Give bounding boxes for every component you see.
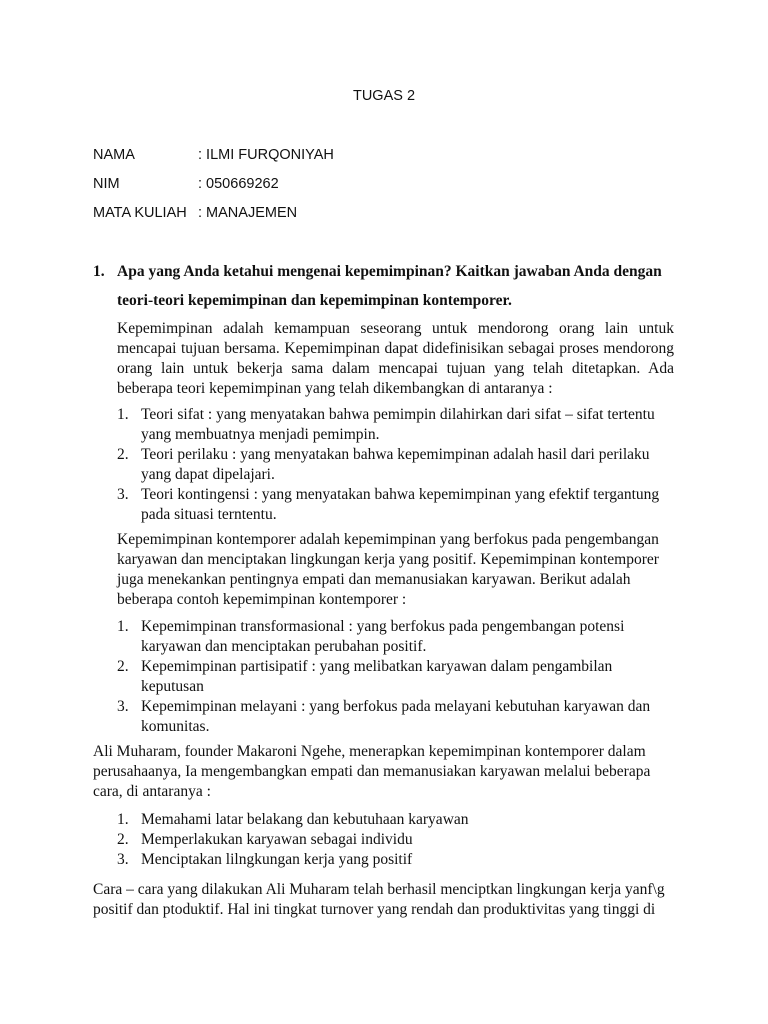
info-label: NIM xyxy=(93,176,120,192)
list-number: 3. xyxy=(117,486,129,503)
list-leadership-theories xyxy=(117,405,674,525)
list-item-text: Menciptakan lilngkungan kerja yang positif xyxy=(141,851,413,868)
list-item xyxy=(117,617,674,657)
list-item-text: Teori kontingensi : yang menyatakan bahwa kepemimpinan yang efektif tergantung pada situasi terntentu. xyxy=(141,486,660,523)
list-item xyxy=(117,810,674,830)
paragraph-definition: Kepemimpinan adalah kemampuan seseorang untuk mendorong orang lain untuk mencapai tujuan bersama. Kepemimpinan dapat didefinisikan sebagai proses mendorong orang lain untuk bekerja sama dalam mencapai tujuan yang telah ditetapkan. Ada beberapa teori kepemimpinan yang telah dikembangkan di antaranya : xyxy=(117,320,674,397)
list-contemporary-examples xyxy=(117,617,674,737)
page-title: TUGAS 2 xyxy=(352,88,416,104)
list-item xyxy=(117,405,674,445)
list-item-text: Kepemimpinan partisipatif : yang melibatkan karyawan dalam pengambilan keputusan xyxy=(141,658,613,695)
list-number: 3. xyxy=(117,698,129,715)
info-label: MATA KULIAH xyxy=(93,205,187,221)
list-item-text: Memahami latar belakang dan kebutuhaan karyawan xyxy=(141,811,469,828)
info-value: : 050669262 xyxy=(198,176,279,192)
list-item xyxy=(117,850,674,870)
list-number: 2. xyxy=(117,658,129,675)
list-item-text: Teori sifat : yang menyatakan bahwa pemimpin dilahirkan dari sifat – sifat tertentu yang membuatnya menjadi pemimpin. xyxy=(141,406,655,443)
list-item-text: Kepemimpinan transformasional : yang berfokus pada pengembangan potensi karyawan dan menciptakan perubahan positif. xyxy=(141,618,625,655)
paragraph-results: Cara – cara yang dilakukan Ali Muharam telah berhasil menciptkan lingkungan kerja yanf\g positif dan ptoduktif. Hal ini tingkat turnover yang rendah dan produktivitas yang tinggi di xyxy=(93,881,665,918)
list-number: 1. xyxy=(117,811,129,828)
question-line-2: teori-teori kepemimpinan dan kepemimpinan kontemporer. xyxy=(117,292,512,309)
list-number: 3. xyxy=(117,851,129,868)
list-item xyxy=(117,485,674,525)
list-item xyxy=(117,657,674,697)
list-methods xyxy=(117,810,674,870)
list-item xyxy=(117,697,674,737)
question-line-1: Apa yang Anda ketahui mengenai kepemimpinan? Kaitkan jawaban Anda dengan xyxy=(117,263,662,280)
list-number: 1. xyxy=(117,406,129,423)
list-item-text: Kepemimpinan melayani : yang berfokus pada melayani kebutuhan karyawan dan komunitas. xyxy=(141,698,651,735)
info-value: : ILMI FURQONIYAH xyxy=(198,147,334,163)
list-number: 2. xyxy=(117,831,129,848)
list-item xyxy=(117,445,674,485)
info-label: NAMA xyxy=(93,147,135,163)
list-item-text: Teori perilaku : yang menyatakan bahwa kepemimpinan adalah hasil dari perilaku yang dapat dipelajari. xyxy=(141,446,650,483)
paragraph-ali-muharam: Ali Muharam, founder Makaroni Ngehe, menerapkan kepemimpinan kontemporer dalam perusahaanya, Ia mengembangkan empati dan memanusiakan karyawan melalui beberapa cara, di antaranya : xyxy=(93,743,651,800)
list-item xyxy=(117,830,674,850)
list-number: 2. xyxy=(117,446,129,463)
question-number: 1. xyxy=(93,263,105,280)
list-item-text: Memperlakukan karyawan sebagai individu xyxy=(141,831,413,848)
list-number: 1. xyxy=(117,618,129,635)
paragraph-contemporary: Kepemimpinan kontemporer adalah kepemimpinan yang berfokus pada pengembangan karyawan dan menciptakan lingkungan kerja yang positif. Kepemimpinan kontemporer juga menekankan pentingnya empati dan memanusiakan karyawan. Berikut adalah beberapa contoh kepemimpinan kontemporer : xyxy=(117,531,659,608)
info-value: : MANAJEMEN xyxy=(198,205,298,221)
